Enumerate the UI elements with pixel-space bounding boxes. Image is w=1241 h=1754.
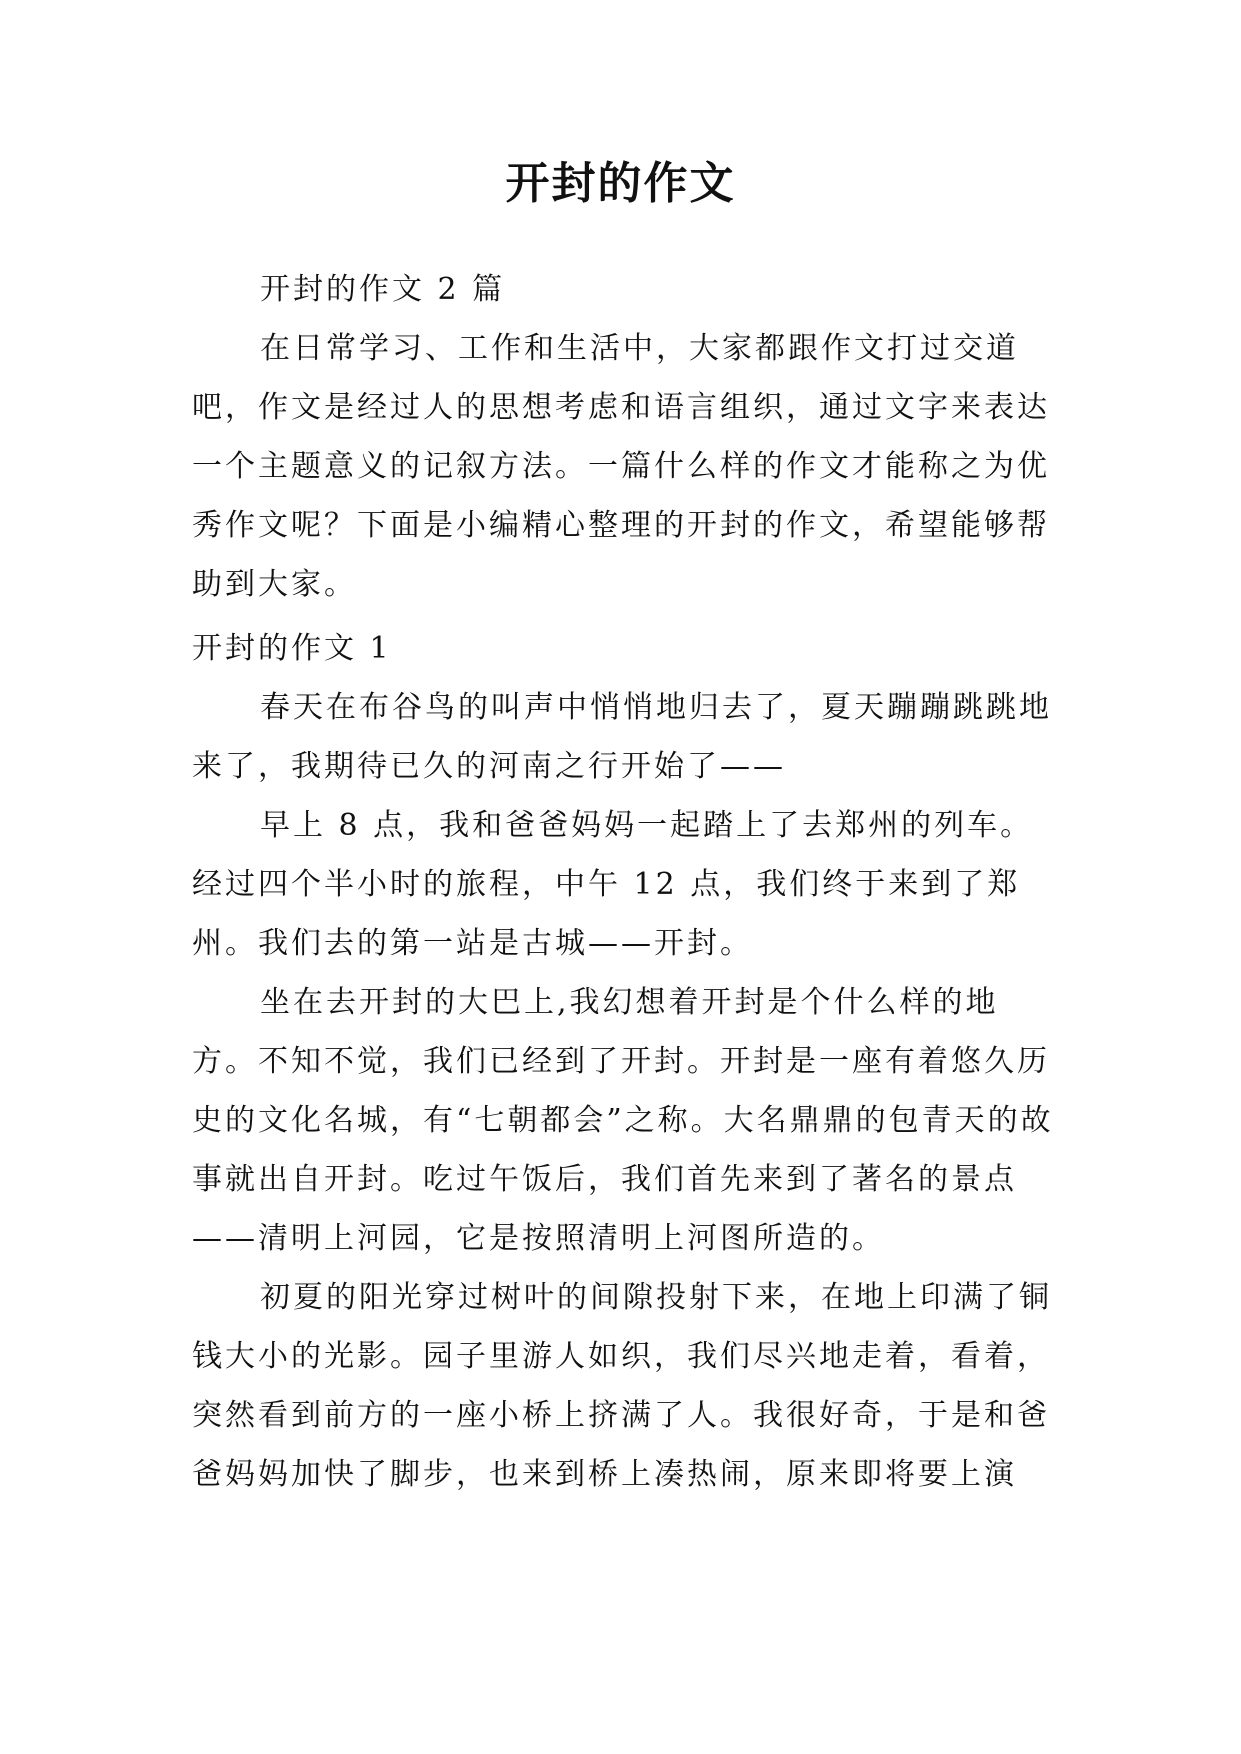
essay-paragraph: 早上 8 点，我和爸爸妈妈一起踏上了去郑州的列车。经过四个半小时的旅程，中午 12 点，我们终于来到了郑州。我们去的第一站是古城——开封。 [192,808,1034,961]
section-heading: 开封的作文 1 [192,631,392,666]
essay-paragraph: 初夏的阳光穿过树叶的间隙投射下来，在地上印满了铜钱大小的光影。园子里游人如织，我们尽兴地走着，看着，突然看到前方的一座小桥上挤满了人。我很好奇，于是和爸爸妈妈加快了脚步，也来到桥上凑热闹，原来即将要上演 [192,1280,1052,1492]
document-title: 开封的作文 [505,158,736,209]
intro-paragraph: 在日常学习、工作和生活中，大家都跟作文打过交道吧，作文是经过人的思想考虑和语言组织，通过文字来表达一个主题意义的记叙方法。一篇什么样的作文才能称之为优秀作文呢？下面是小编精心整理的开封的作文，希望能够帮助到大家。 [192,331,1050,602]
essay-paragraph: 春天在布谷鸟的叫声中悄悄地归去了，夏天蹦蹦跳跳地来了，我期待已久的河南之行开始了—— [192,690,1052,784]
essay-paragraph: 坐在去开封的大巴上,我幻想着开封是个什么样的地方。不知不觉，我们已经到了开封。开封是一座有着悠久历史的文化名城，有“七朝都会”之称。大名鼎鼎的包青天的故事就出自开封。吃过午饭后，我们首先来到了著名的景点——清明上河园，它是按照清明上河图所造的。 [192,985,1054,1256]
document-subtitle: 开封的作文 2 篇 [260,272,506,307]
essay-body [192,678,1062,1504]
